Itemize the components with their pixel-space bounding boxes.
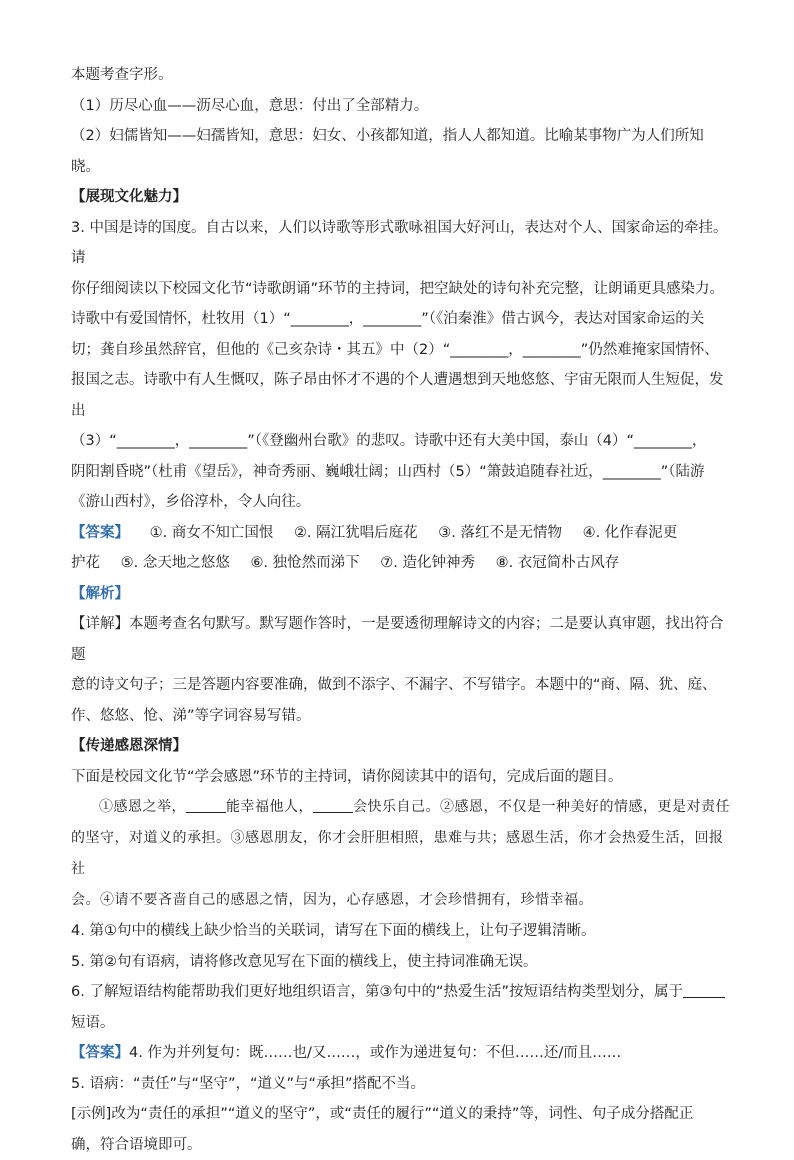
section-heading: 【展现文化魅力】: [71, 182, 731, 213]
detail-text: 本题考查名句默写。默写题作答时，一是要透彻理解诗文的内容；二是要认真审题，找出符合题: [71, 616, 724, 663]
text-line: （2）妇儒皆知——妇孺皆知，意思：妇女、小孩都知道，指人人都知道。比喻某事物广为人们所知晓。: [71, 121, 731, 182]
answer-item: ③. 落红不是无情物: [438, 525, 562, 541]
question-line: 短语。: [71, 1008, 731, 1039]
answer-item: ⑦. 造化钟神秀: [380, 555, 475, 571]
answer-row: [71, 548, 731, 579]
example-line: [示例]改为“责任的承担”“道义的坚守”，或“责任的履行”“道义的秉持”等，词性、句子成分搭配正: [71, 1099, 731, 1130]
text-line: （1）历尽心血——沥尽心血，意思：付出了全部精力。: [71, 91, 731, 122]
question-3-line: 报国之志。诗歌中有人生慨叹，陈子昂由怀才不遇的个人遭遇想到天地悠悠、宇宙无限而人生短促，发出: [71, 365, 731, 426]
question-3-line: 《游山西村》，乡俗淳朴，令人向往。: [71, 487, 731, 518]
question-3-line: 阴阳割昏晓”（杜甫《望岳》，神奇秀丽、巍峨壮阔；山西村（5）“箫鼓追随春社近，________”（陆游: [71, 457, 731, 488]
question-3-line: （3）“________，________”（《登幽州台歌》的悲叹。诗歌中还有大美中国，泰山（4）“________，: [71, 426, 731, 457]
question-3-line: 3. 中国是诗的国度。自古以来，人们以诗歌等形式歌咏祖国大好河山，表达对个人、国家命运的牵挂。请: [71, 213, 731, 274]
detail-line: [71, 609, 731, 670]
answer-tag: 【答案】: [71, 1045, 129, 1061]
passage-text: ①感恩之举，: [99, 799, 186, 815]
answer-row: [71, 518, 731, 549]
text-line: 本题考查字形。: [71, 60, 731, 91]
question-line: 4. 第①句中的横线上缺少恰当的关联词，请写在下面的横线上，让句子逻辑清晰。: [71, 916, 731, 947]
example-line: 确，符合语境即可。: [71, 1130, 731, 1160]
answer-line: [71, 1038, 731, 1069]
passage-line: [71, 792, 731, 823]
document-page: [71, 60, 731, 1160]
analysis-tag: 【解析】: [71, 579, 731, 610]
answer-tag: 【答案】: [71, 525, 129, 541]
question-line: [71, 977, 731, 1008]
question-3-line: 你仔细阅读以下校园文化节“诗歌朗诵”环节的主持词，把空缺处的诗句补充完整，让朗诵更具感染力。: [71, 274, 731, 305]
detail-line: 作、悠悠、怆、涕”等字词容易写错。: [71, 701, 731, 732]
answer-item: ②. 隔江犹唱后庭花: [294, 525, 418, 541]
passage-text: 能幸福他人，: [226, 799, 313, 815]
section-heading: 【传递感恩深情】: [71, 731, 731, 762]
blank-underline: [683, 983, 725, 998]
answer-line: 5. 语病：“责任”与“坚守”，“道义”与“承担”搭配不当。: [71, 1069, 731, 1100]
answer-text: 4. 作为并列复句：既……也/又……，或作为递进复句：不但……还/而且……: [129, 1045, 621, 1061]
question-text: 6. 了解短语结构能帮助我们更好地组织语言，第③句中的“热爱生活”按短语结构类型划分，属于: [71, 984, 683, 1000]
question-line: 5. 第②句有语病，请将修改意见写在下面的横线上，使主持词准确无误。: [71, 947, 731, 978]
question-3-line: 切；龚自珍虽然辞官，但他的《己亥杂诗・其五》中（2）“________，________”仍然难掩家国情怀、: [71, 335, 731, 366]
passage-line: 的坚守，对道义的承担。③感恩朋友，你才会肝胆相照，患难与共；感恩生活，你才会热爱生活，回报社: [71, 823, 731, 885]
blank-underline: [313, 798, 353, 813]
answer-item: 护花: [71, 555, 100, 571]
passage-text: 会快乐自己。②感恩，不仅是一种美好的情感，更是对责任: [353, 799, 730, 815]
answer-item: ①. 商女不知亡国恨: [150, 525, 274, 541]
answer-item: ④. 化作春泥更: [583, 525, 678, 541]
question-3-line: 诗歌中有爱国情怀，杜牧用（1）“________，________”（《泊秦淮》借古讽今，表达对国家命运的关: [71, 304, 731, 335]
answer-item: ⑥. 独怆然而涕下: [250, 555, 359, 571]
blank-underline: [186, 798, 226, 813]
detail-line: 意的诗文句子；三是答题内容要准确，做到不添字、不漏字、不写错字。本题中的“商、隔、犹、庭、: [71, 670, 731, 701]
intro-line: 下面是校园文化节“学会感恩”环节的主持词，请你阅读其中的语句，完成后面的题目。: [71, 762, 731, 793]
passage-line: 会。④请不要吝啬自己的感恩之情，因为，心存感恩，才会珍惜拥有，珍惜幸福。: [71, 885, 731, 916]
answer-item: ⑤. 念天地之悠悠: [121, 555, 230, 571]
answer-item: ⑧. 衣冠简朴古风存: [496, 555, 620, 571]
detail-tag: 【详解】: [71, 616, 129, 632]
